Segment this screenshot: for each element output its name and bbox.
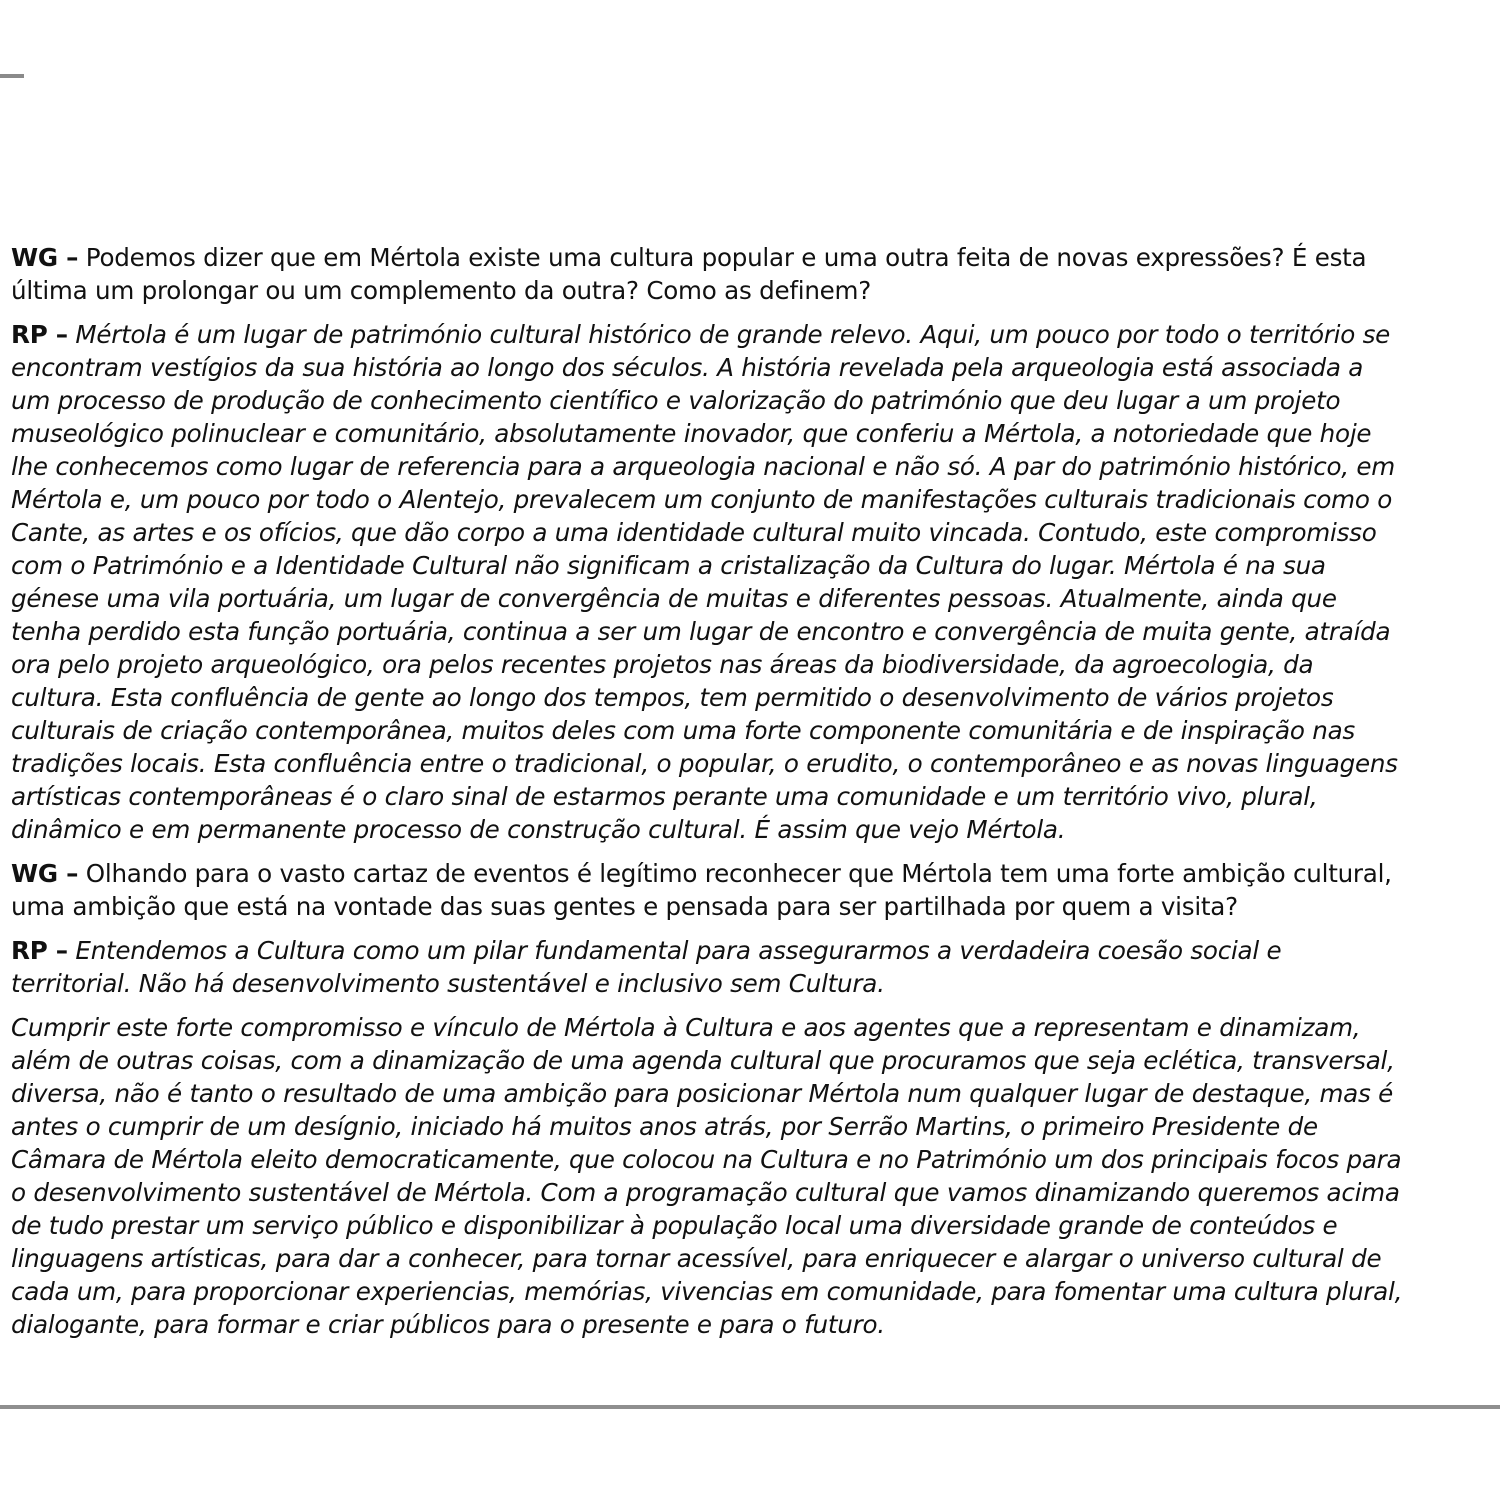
speaker-label: RP – <box>11 320 68 349</box>
speaker-label: WG – <box>11 243 79 272</box>
top-rule-divider <box>0 74 24 78</box>
answer-text: Mértola é um lugar de património cultural histórico de grande relevo. Aqui, um pouco por todo o território se encontram vestígios da sua história ao longo dos séculos. A história revelada pela arqueologia está associada a um processo de produção de conhecimento científico e valorização do património que deu lugar a um projeto museológico polinuclear e comunitário, absolutamente inovador, que conferiu a Mértola, a notoriedade que hoje lhe conhecemos como lugar de referencia para a arqueologia nacional e não só. A par do património histórico, em Mértola e, um pouco por todo o Alentejo, prevalecem um conjunto de manifestações culturais tradicionais como o Cante, as artes e os ofícios, que dão corpo a uma identidade cultural muito vincada. Contudo, este compromisso com o Património e a Identidade Cultural não significam a cristalização da Cultura do lugar. Mértola é na sua génese uma vila portuária, um lugar de convergência de muitas e diferentes pessoas. Atualmente, ainda que tenha perdido esta função portuária, continua a ser um lugar de encontro e convergência de muita gente, atraída ora pelo projeto arqueológico, ora pelos recentes projetos nas áreas da biodiversidade, da agroecologia, da cultura. Esta confluência de gente ao longo dos tempos, tem permitido o desenvolvimento de vários projetos culturais de criação contemporânea, muitos deles com uma forte componente comunitária e de inspiração nas tradições locais. Esta confluência entre o tradicional, o popular, o erudito, o contemporâneo e as novas linguagens artísticas contemporâneas é o claro sinal de estarmos perante uma comunidade e um território vivo, plural, dinâmico e em permanente processo de construção cultural. É assim que vejo Mértola. <box>11 320 1398 844</box>
question-paragraph <box>11 241 1406 307</box>
speaker-label: RP – <box>11 936 68 965</box>
question-text: Olhando para o vasto cartaz de eventos é legítimo reconhecer que Mértola tem uma forte ambição cultural, uma ambição que está na vontade das suas gentes e pensada para ser partilhada por quem a visita? <box>11 859 1392 921</box>
bottom-rule-divider <box>0 1405 1500 1409</box>
question-paragraph <box>11 857 1406 923</box>
answer-text: Cumprir este forte compromisso e vínculo de Mértola à Cultura e aos agentes que a representam e dinamizam, além de outras coisas, com a dinamização de uma agenda cultural que procuramos que seja eclética, transversal, diversa, não é tanto o resultado de uma ambição para posicionar Mértola num qualquer lugar de destaque, mas é antes o cumprir de um desígnio, iniciado há muitos anos atrás, por Serrão Martins, o primeiro Presidente de Câmara de Mértola eleito democraticamente, que colocou na Cultura e no Património um dos principais focos para o desenvolvimento sustentável de Mértola. Com a programação cultural que vamos dinamizando queremos acima de tudo prestar um serviço público e disponibilizar à população local uma diversidade grande de conteúdos e linguagens artísticas, para dar a conhecer, para tornar acessível, para enriquecer e alargar o universo cultural de cada um, para proporcionar experiencias, memórias, vivencias em comunidade, para fomentar uma cultura plural, dialogante, para formar e criar públicos para o presente e para o futuro. <box>11 1013 1403 1339</box>
answer-text: Entendemos a Cultura como um pilar fundamental para assegurarmos a verdadeira coesão social e territorial. Não há desenvolvimento sustentável e inclusivo sem Cultura. <box>11 936 1282 998</box>
answer-continuation-paragraph <box>11 1011 1406 1341</box>
answer-paragraph <box>11 318 1406 846</box>
answer-paragraph <box>11 934 1406 1000</box>
question-text: Podemos dizer que em Mértola existe uma cultura popular e uma outra feita de novas expressões? É esta última um prolongar ou um complemento da outra? Como as definem? <box>11 243 1367 305</box>
speaker-label: WG – <box>11 859 79 888</box>
interview-article <box>11 241 1406 1352</box>
